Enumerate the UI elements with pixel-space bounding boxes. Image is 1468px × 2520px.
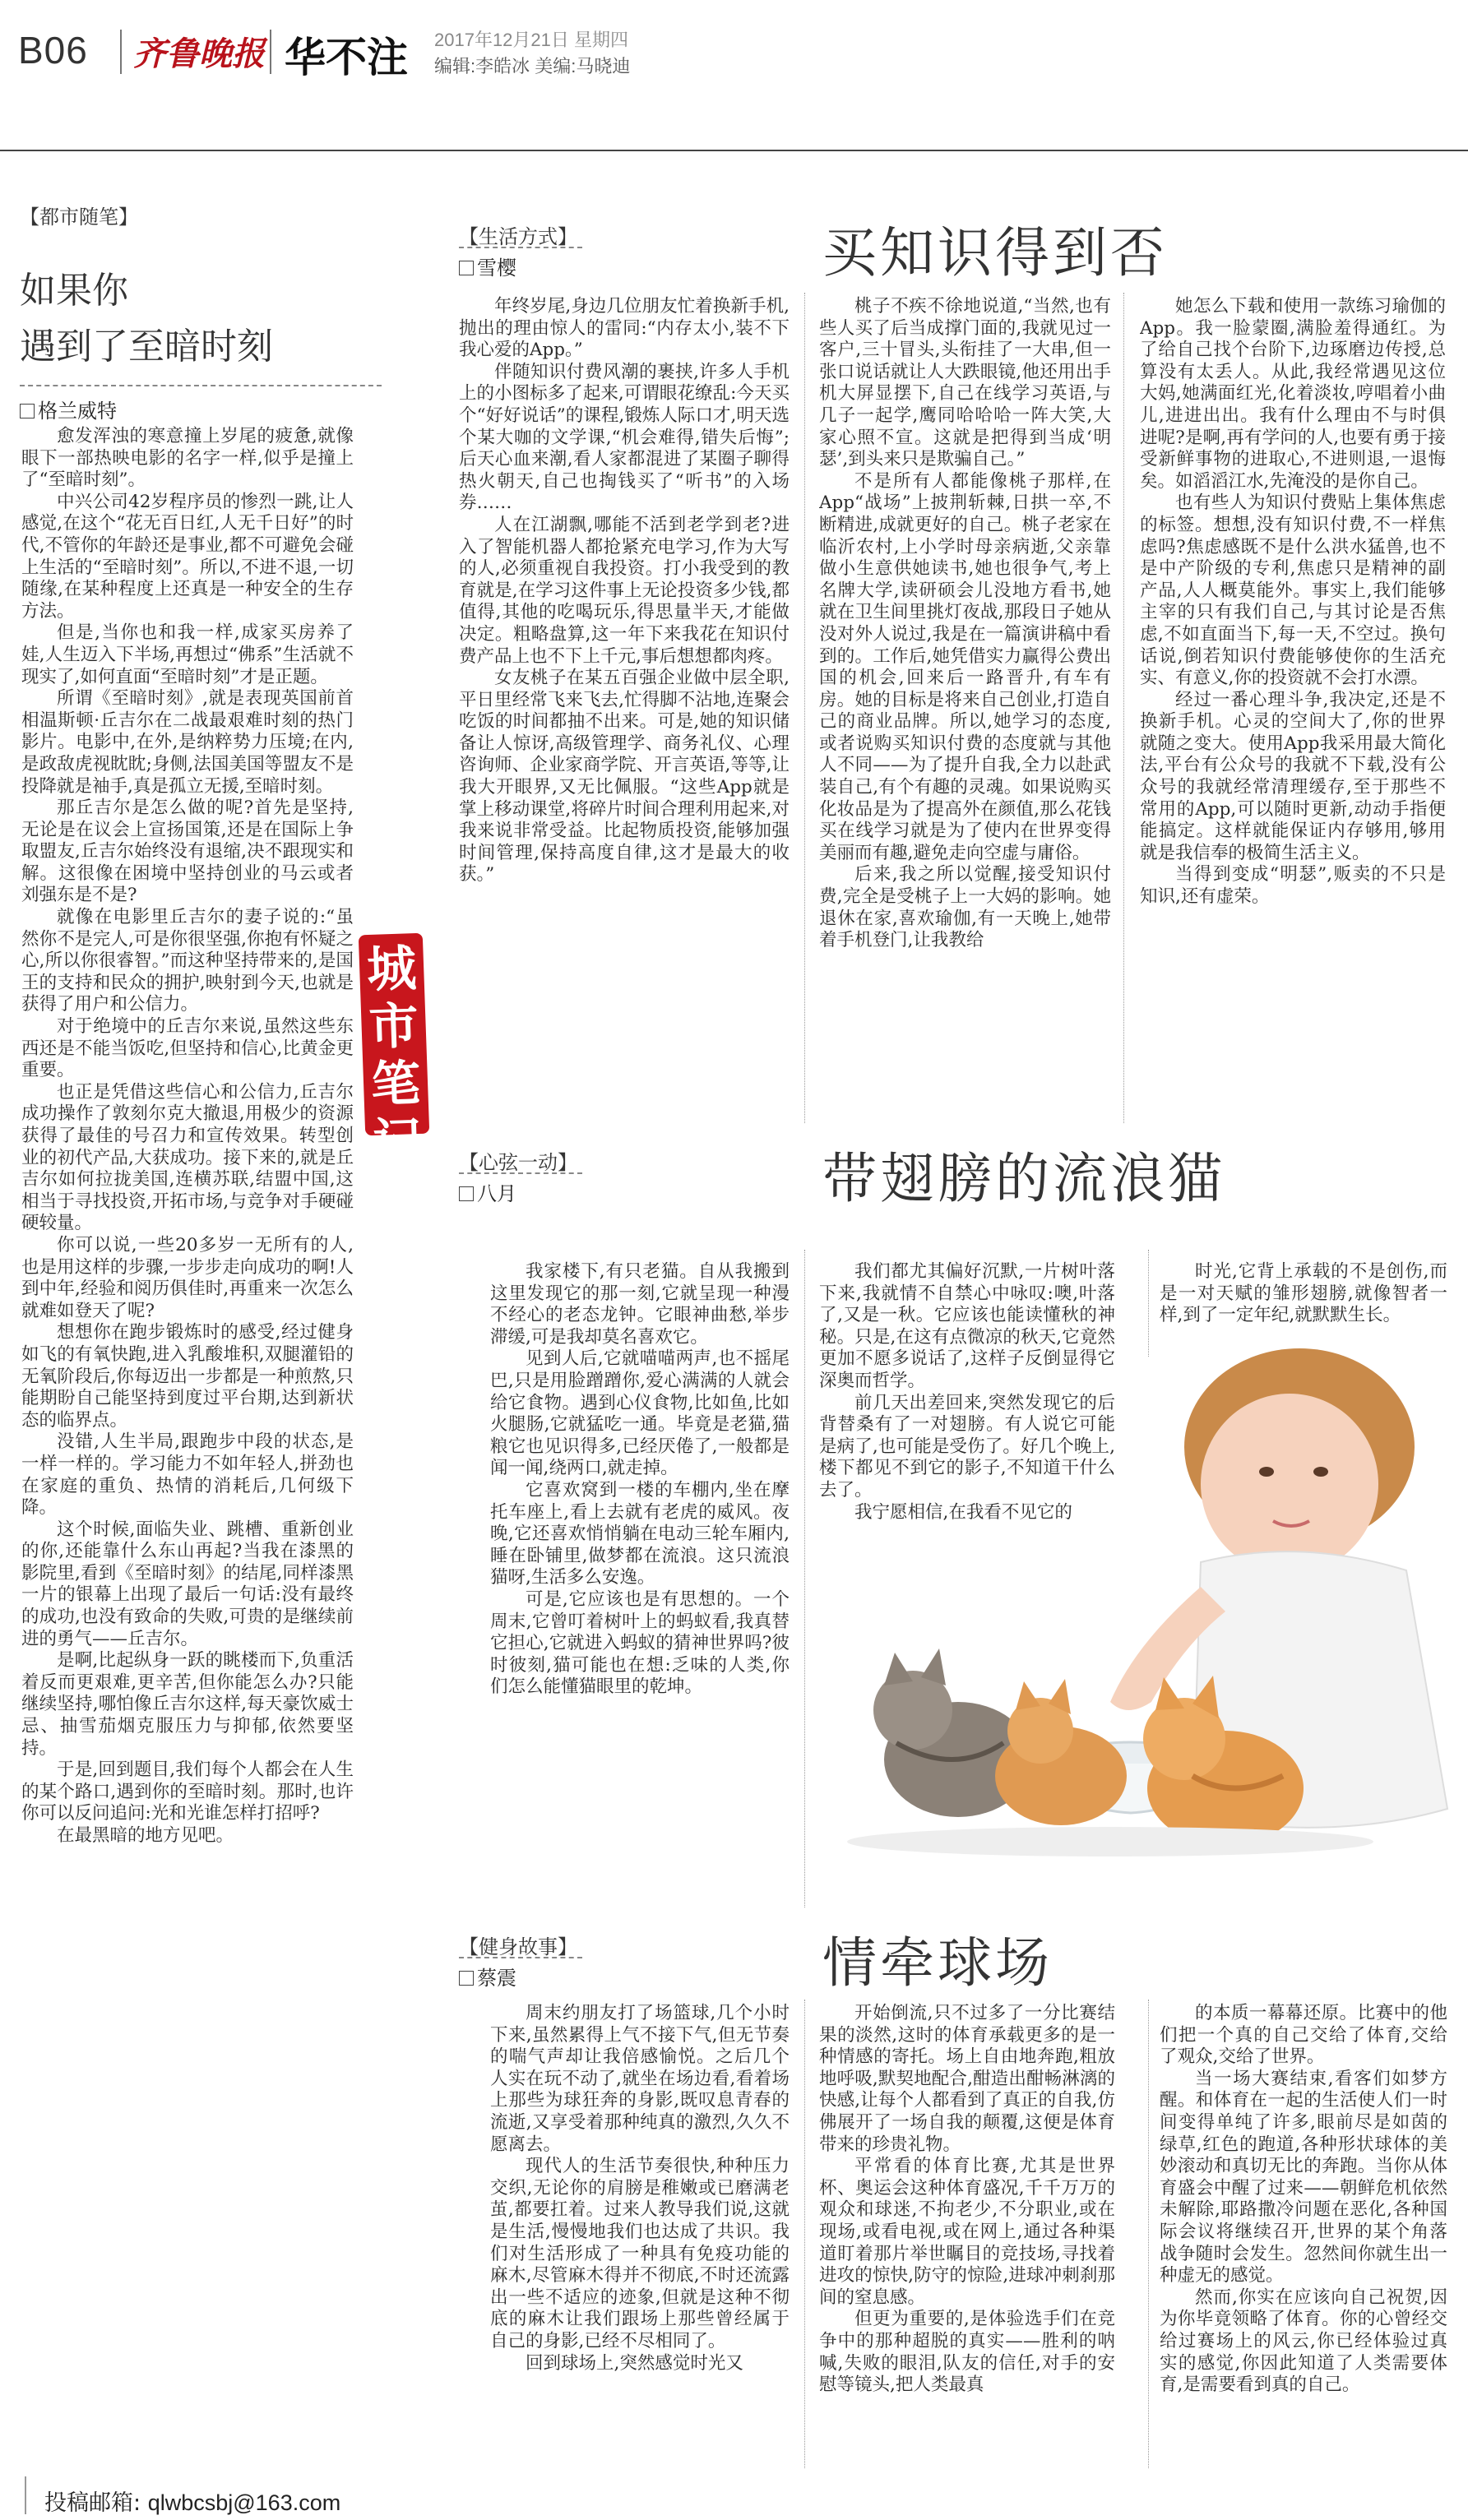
paragraph: 当得到变成“明瑟”,贩卖的不只是知识,还有虚荣。 bbox=[1140, 864, 1446, 908]
column-tag: 【都市随笔】 bbox=[20, 206, 138, 229]
paragraph: 是啊,比起纵身一跃的眺楼而下,负重活着反而更艰难,更辛苦,但你能怎么办?只能继续坚持,哪怕像丘吉尔这样,每天豪饮威士忌、抽雪茄烟克服压力与抑郁,依然要坚持。 bbox=[21, 1650, 354, 1759]
paragraph: 周末约朋友打了场篮球,几个小时下来,虽然累得上气不接下气,但无节奏的喘气声却让我倍感愉悦。之后几个人实在玩不动了,就坐在场边看,看着场上那些为球狂奔的身影,既叹息青春的流逝,又享受着那种纯真的激烈,久久不愿离去。 bbox=[490, 2003, 790, 2155]
article-body-col3 bbox=[1160, 2003, 1447, 2471]
footer-contact bbox=[44, 2485, 340, 2517]
byline-box-icon bbox=[459, 1186, 474, 1201]
paragraph: 女友桃子在某五百强企业做中层全职,平日里经常飞来飞去,忙得脚不沾地,连聚会吃饭的时间都抽不出来。可是,她的知识储备让人惊讶,高级管理学、商务礼仪、心理咨询师、企业家商学院、开言英语,等等,让我大开眼界,又无比佩服。“这些App就是掌上移动课堂,将碎片时间合理利用起来,对我来说非常受益。比起物质投资,能够加强时间管理,保持高度自律,这才是最大的收获。” bbox=[459, 668, 790, 885]
article-title: 买知识得到否 bbox=[822, 221, 1168, 284]
paragraph: 想想你在跑步锻炼时的感受,经过健身如飞的有氧快跑,进入乳酸堆积,双腿灌铅的无氧阶段后,你每迈出一步都是一种煎熬,只能期盼自己能坚持到度过平台期,达到新状态的临界点。 bbox=[21, 1322, 354, 1431]
author-name: 八月 bbox=[477, 1182, 516, 1205]
column-tag: 【心弦一动】 bbox=[459, 1151, 577, 1174]
paragraph: 我们都尤其偏好沉默,一片树叶落下来,我就情不自禁心中咏叹:噢,叶落了,又是一秋。它应该也能读懂秋的神秘。只是,在这有点微凉的秋天,它竟然更加不愿多说话了,这样子反倒显得它深奥而哲学。 bbox=[819, 1261, 1115, 1391]
paragraph: 伴随知识付费风潮的裹挟,许多人手机上的小图标多了起来,可谓眼花缭乱:今天买个“好好说话”的课程,锻炼人际口才,明天选个某大咖的文学课,“机会难得,错失后悔”;后天心血来潮,看人家都混进了某圈子聊得热火朝天,自己也掏钱买了“听书”的入场券…… bbox=[459, 361, 790, 514]
paragraph: 所谓《至暗时刻》,就是表现英国前首相温斯顿·丘吉尔在二战最艰难时刻的热门影片。电影中,在外,是纳粹势力压境;在内,是政敌虎视眈眈;身侧,法国美国等盟友不是投降就是袖手,真是孤立无援,至暗时刻。 bbox=[21, 688, 354, 797]
dashed-rule bbox=[459, 247, 582, 248]
paragraph: 她怎么下载和使用一款练习瑜伽的App。我一脸蒙圈,满脸羞得通红。为了给自己找个台阶下,边琢磨边传授,总算没有太丢人。从此,我经常遇见这位大妈,她满面红光,化着淡妆,哼唱着小曲儿,进进出出。我有什么理由不与时俱进呢?是啊,再有学问的人,也要有勇于接受新鲜事物的进取心,不进则退,一退悔矣。如滔滔江水,先淹没的是你自己。 bbox=[1140, 296, 1446, 492]
paragraph: 也正是凭借这些信心和公信力,丘吉尔成功操作了敦刻尔克大撤退,用极少的资源获得了最佳的号召力和宣传效果。转型创业的初代产品,大获成功。接下来的,就是丘吉尔如何拉拢美国,连横苏联,结盟中国,这相当于寻找投资,开拓市场,与竞争对手硬碰硬较量。 bbox=[21, 1081, 354, 1234]
paragraph: 它喜欢窝到一楼的车棚内,坐在摩托车座上,看上去就有老虎的威风。夜晚,它还喜欢悄悄躺在电动三轮车厢内,睡在卧铺里,做梦都在流浪。这只流浪猫呀,生活多么安逸。 bbox=[490, 1479, 790, 1588]
paragraph: 但是,当你也和我一样,成家买房养了娃,人生迈入下半场,再想过“佛系”生活就不现实了,如何直面“至暗时刻”才是正题。 bbox=[21, 622, 354, 687]
paragraph: 我家楼下,有只老猫。自从我搬到这里发现它的那一刻,它就呈现一种漫不经心的老态龙钟。它眼神曲愁,举步滞缓,可是我却莫名喜欢它。 bbox=[490, 1261, 790, 1348]
paragraph: 这个时候,面临失业、跳槽、重新创业的你,还能靠什么东山再起?当我在漆黑的影院里,看到《至暗时刻》的结尾,同样漆黑一片的银幕上出现了最后一句话:没有最终的成功,也没有致命的失败,可贵的是继续前进的勇气——丘吉尔。 bbox=[21, 1519, 354, 1649]
issue-date: 2017年12月21日 星期四 bbox=[434, 30, 628, 50]
paragraph: 当一场大赛结束,看客们如梦方醒。和体育在一起的生活使人们一时间变得单纯了许多,眼前尽是如茵的绿草,红色的跑道,各种形状球体的美妙滚动和真切无比的奔跑。当你从体育盛会中醒了过来——朝鲜危机依然未解除,耶路撒冷问题在恶化,各种国际会议将继续召开,世界的某个角落战争随时会发生。忽然间你就生出一种虚无的感觉。 bbox=[1160, 2068, 1447, 2286]
column-separator bbox=[804, 1250, 805, 1907]
article-body-col1 bbox=[459, 296, 790, 1126]
paragraph: 我宁愿相信,在我看不见它的 bbox=[854, 1501, 1072, 1523]
author-name: 雪樱 bbox=[477, 257, 516, 280]
article-body-col1 bbox=[490, 2003, 790, 2471]
page-number: B06 bbox=[18, 29, 88, 72]
paragraph: 你可以说,一些20多岁一无所有的人,也是用这样的步骤,一步步走向成功的啊!人到中年,经验和阅历俱佳时,再重来一次怎么就难如登天了呢? bbox=[21, 1234, 354, 1321]
contribution-email[interactable]: qlwbcsbj@163.com bbox=[147, 2490, 341, 2515]
city-notes-stamp: 城 市 笔 记 bbox=[359, 933, 429, 1136]
paragraph: 但更为重要的,是体验选手们在竞争中的那种超脱的真实——胜利的呐喊,失败的眼泪,队友的信任,对手的安慰等镜头,把人类最真 bbox=[819, 2309, 1115, 2396]
column-separator bbox=[1123, 293, 1124, 1123]
article-body-col2 bbox=[819, 296, 1111, 1126]
paragraph: 在最黑暗的地方见吧。 bbox=[57, 1825, 234, 1846]
paragraph: 愈发浑浊的寒意撞上岁尾的疲惫,就像眼下一部热映电影的名字一样,似乎是撞上了“至暗时刻”。 bbox=[21, 426, 354, 491]
article-title bbox=[20, 263, 273, 375]
paragraph: 然而,你实在应该向自己祝贺,因为你毕竟领略了体育。你的心曾经交给过赛场上的风云,你已经体验过真实的感觉,你因此知道了人类需要体育,是需要看到真的自己。 bbox=[1160, 2286, 1447, 2396]
paragraph: 开始倒流,只不过多了一分比赛结果的淡然,这时的体育承载更多的是一种情感的寄托。场上自由地奔跑,粗放地呼吸,默契地配合,酣造出酣畅淋漓的快感,让每个人都看到了真正的自我,仿佛展开了一场自我的颠覆,这便是体育带来的珍贵礼物。 bbox=[819, 2003, 1115, 2155]
byline-box-icon bbox=[459, 1971, 474, 1986]
article-title: 带翅膀的流浪猫 bbox=[822, 1147, 1225, 1210]
child-face bbox=[1201, 1394, 1378, 1574]
paragraph: 中兴公司42岁程序员的惨烈一跳,让人感觉,在这个“花无百日红,人无千日好”的时代,不管你的年龄还是事业,都不可避免会碰上生活的“至暗时刻”。所以,不进不退,一切随缘,在某种程度上还真是一种安全的生存方法。 bbox=[21, 491, 354, 622]
column-separator bbox=[1148, 2000, 1149, 2468]
byline bbox=[20, 395, 117, 423]
author-name: 格兰威特 bbox=[38, 400, 117, 423]
byline-box-icon bbox=[20, 404, 35, 418]
paragraph: 也有些人为知识付费贴上集体焦虑的标签。想想,没有知识付费,不一样焦虑吗?焦虑感既不是什么洪水猛兽,也不是中产阶级的专利,焦虑只是精神的副产品,人人概莫能外。事实上,我们能够主宰的只有我们自己,与其讨论是否焦虑,不如直面当下,每一天,不空过。换句话说,倒若知识付费能够使你的生活充实、有意义,你的投资就不会打水漂。 bbox=[1140, 492, 1446, 689]
article-title: 情牵球场 bbox=[822, 1931, 1053, 1995]
column-tag: 【生活方式】 bbox=[459, 225, 577, 248]
paragraph: 可是,它应该也是有思想的。一个周末,它曾叮着树叶上的蚂蚁看,我真替它担心,它就进入蚂蚁的猜神世界吗?彼时彼刻,猫可能也在想:乏味的人类,你们怎么能懂猫眼里的乾坤。 bbox=[490, 1588, 790, 1698]
paragraph: 那丘吉尔是怎么做的呢?首先是坚持,无论是在议会上宣扬国策,还是在国际上争取盟友,丘吉尔始终没有退缩,决不跟现实和解。这很像在困境中坚持创业的马云或者刘强东是不是? bbox=[21, 798, 354, 906]
article-body-col3 bbox=[1140, 296, 1446, 1126]
byline-box-icon bbox=[459, 261, 474, 275]
editors-credit: 编辑:李皓冰 美编:马晓迪 bbox=[434, 56, 631, 76]
paragraph: 人在江湖飘,哪能不活到老学到老?进入了智能机器人都抢紧充电学习,作为大写的人,必须重视自我投资。打小我受到的教育就是,在学习这件事上无论投资多少钱,都值得,其他的吃喝玩乐,得思量半天,才能做决定。粗略盘算,这一年下来我花在知识付费产品上也不下上千元,事后想想都肉疼。 bbox=[459, 514, 790, 667]
article-body-col2 bbox=[819, 2003, 1115, 2471]
title-line: 如果你 bbox=[20, 270, 128, 312]
byline bbox=[459, 1177, 516, 1206]
newspaper-logo: 齐鲁晚报 bbox=[133, 35, 265, 73]
footer-label: 投稿邮箱: bbox=[44, 2490, 141, 2516]
title-line: 遇到了至暗时刻 bbox=[20, 326, 273, 368]
paragraph: 不是所有人都能像桃子那样,在App“战场”上披荆斩棘,日拱一卒,不断精进,成就更好的自己。桃子老家在临沂农村,上小学时母亲病逝,父亲靠做小生意供她读书,她也很争气,考上名牌大学,读研硕会儿没地方看书,她就在卫生间里挑灯夜战,那段日子她从没对外人说过,我是在一篇演讲稿中看到的。工作后,她凭借实力赢得公费出国的机会,回来后一路晋升,有车有房。她的目标是将来自己创业,打造自己的商业品牌。所以,她学习的态度,或者说购买知识付费的态度就与其他人不同——为了提升自我,全力以赴武装自己,有个有趣的灵魂。如果说购买化妆品是为了提高外在颜值,那么花钱买在线学习就是为了使内在世界变得美丽而有趣,避免走向空虚与庸俗。 bbox=[819, 470, 1111, 863]
article-body bbox=[21, 426, 354, 2465]
article-body-col1 bbox=[490, 1261, 790, 1911]
paragraph: 对于绝境中的丘吉尔来说,虽然这些东西还是不能当饭吃,但坚持和信心,比黄金更重要。 bbox=[21, 1016, 354, 1081]
paragraph: 现代人的生活节奏很快,种种压力交织,无论你的肩膀是稚嫩或已磨满老茧,都要扛着。过来人教导我们说,这就是生活,慢慢地我们也达成了共识。我们对生活形成了一种具有免疫功能的麻木,尽管麻木得并不彻底,不时还流露出一些不适应的迹象,但就是这种不彻底的麻木让我们跟场上那些曾经属于自己的身影,已经不尽相同了。 bbox=[490, 2156, 790, 2351]
dashed-rule bbox=[459, 1172, 582, 1174]
masthead-divider bbox=[120, 30, 122, 74]
footer bbox=[0, 2475, 1468, 2520]
paragraph: 经过一番心理斗争,我决定,还是不换新手机。心灵的空间大了,你的世界就随之变大。使用App我采用最大简化法,平台有公众号的我就不下载,没有公众号的我就经常清理缓存,至于那些不常用的App,可以随时更新,动动手指便能搞定。这样就能保证内存够用,够用就是我信奉的极简生活主义。 bbox=[1140, 689, 1446, 863]
paragraph: 年终岁尾,身边几位朋友忙着换新手机,抛出的理由惊人的雷同:“内存太小,装不下我心爱的App。” bbox=[459, 296, 790, 361]
column-separator bbox=[804, 293, 805, 1123]
paragraph: 前几天出差回来,突然发现它的后背替桑有了一对翅膀。有人说它可能是病了,也可能是受伤了。好几个晚上,楼下都见不到它的影子,不知道干什么去了。 bbox=[819, 1392, 1115, 1500]
child-and-kittens-illustration bbox=[839, 1315, 1452, 1891]
section-title: 华不注 bbox=[285, 34, 408, 81]
paragraph: 见到人后,它就喵喵两声,也不摇尾巴,只是用脸蹭蹭你,爱心满满的人就会给它食物。遇到心仪食物,比如鱼,比如火腿肠,它就猛吃一通。毕竟是老猫,猫粮它也见识得多,已经厌倦了,一般都是闻一闻,绕两口,就走掉。 bbox=[490, 1348, 790, 1479]
masthead-divider bbox=[270, 30, 271, 74]
column-tag: 【健身故事】 bbox=[459, 1935, 577, 1958]
paragraph: 回到球场上,突然感觉时光又 bbox=[526, 2352, 743, 2374]
paragraph: 就像在电影里丘吉尔的妻子说的:“虽然你不是完人,可是你很坚强,你抱有怀疑之心,所以你很睿智。”而这种坚持带来的,是国王的支持和民众的拥护,映射到今天,也就是获得了用户和公信力。 bbox=[21, 907, 354, 1015]
byline bbox=[459, 252, 516, 280]
paragraph: 桃子不疾不徐地说道,“当然,也有些人买了后当成撑门面的,我就见过一客户,三十冒头,头衔挂了一大串,但一张口说话就让人大跌眼镜,他还用出手机大屏显摆下,自己在线学习英语,与几子一起学,鹰同哈哈哈一阵大笑,大家心照不宣。这就是把得到当成‘明瑟’,到头来只是欺骗自己。” bbox=[819, 296, 1111, 470]
dashed-rule bbox=[459, 1957, 582, 1958]
paragraph: 没错,人生半局,跟跑步中段的状态,是一样一样的。学习能力不如年轻人,拼劲也在家庭的重负、热情的消耗后,几何级下降。 bbox=[21, 1431, 354, 1519]
paragraph: 的本质一幕幕还原。比赛中的他们把一个真的自己交给了体育,交给了观众,交给了世界。 bbox=[1160, 2003, 1447, 2068]
dashed-rule bbox=[20, 385, 382, 386]
paragraph: 后来,我之所以觉醒,接受知识付费,完全是受桃子上一大妈的影响。她退休在家,喜欢瑜伽,有一天晚上,她带着手机登门,让我教给 bbox=[819, 864, 1111, 951]
header-rule bbox=[0, 150, 1468, 151]
column-separator bbox=[804, 2000, 805, 2468]
paragraph: 平常看的体育比赛,尤其是世界杯、奥运会这种体育盛况,千千万万的观众和球迷,不拘老少,不分职业,或在现场,或看电视,或在网上,通过各种渠道盯着那片举世瞩目的竞技场,寻找着进攻的惊快,防守的惊险,进球冲刺刹那间的窒息感。 bbox=[819, 2156, 1115, 2308]
paragraph: 时光,它背上承载的不是创伤,而是一对天赋的雏形翅膀,就像智者一样,到了一定年纪,就默默生长。 bbox=[1160, 1261, 1447, 1326]
byline bbox=[459, 1962, 516, 1991]
paragraph: 于是,回到题目,我们每个人都会在人生的某个路口,遇到你的至暗时刻。那时,也许你可以反问追问:光和光谁怎样打招呼? bbox=[21, 1759, 354, 1824]
author-name: 蔡震 bbox=[477, 1967, 516, 1990]
